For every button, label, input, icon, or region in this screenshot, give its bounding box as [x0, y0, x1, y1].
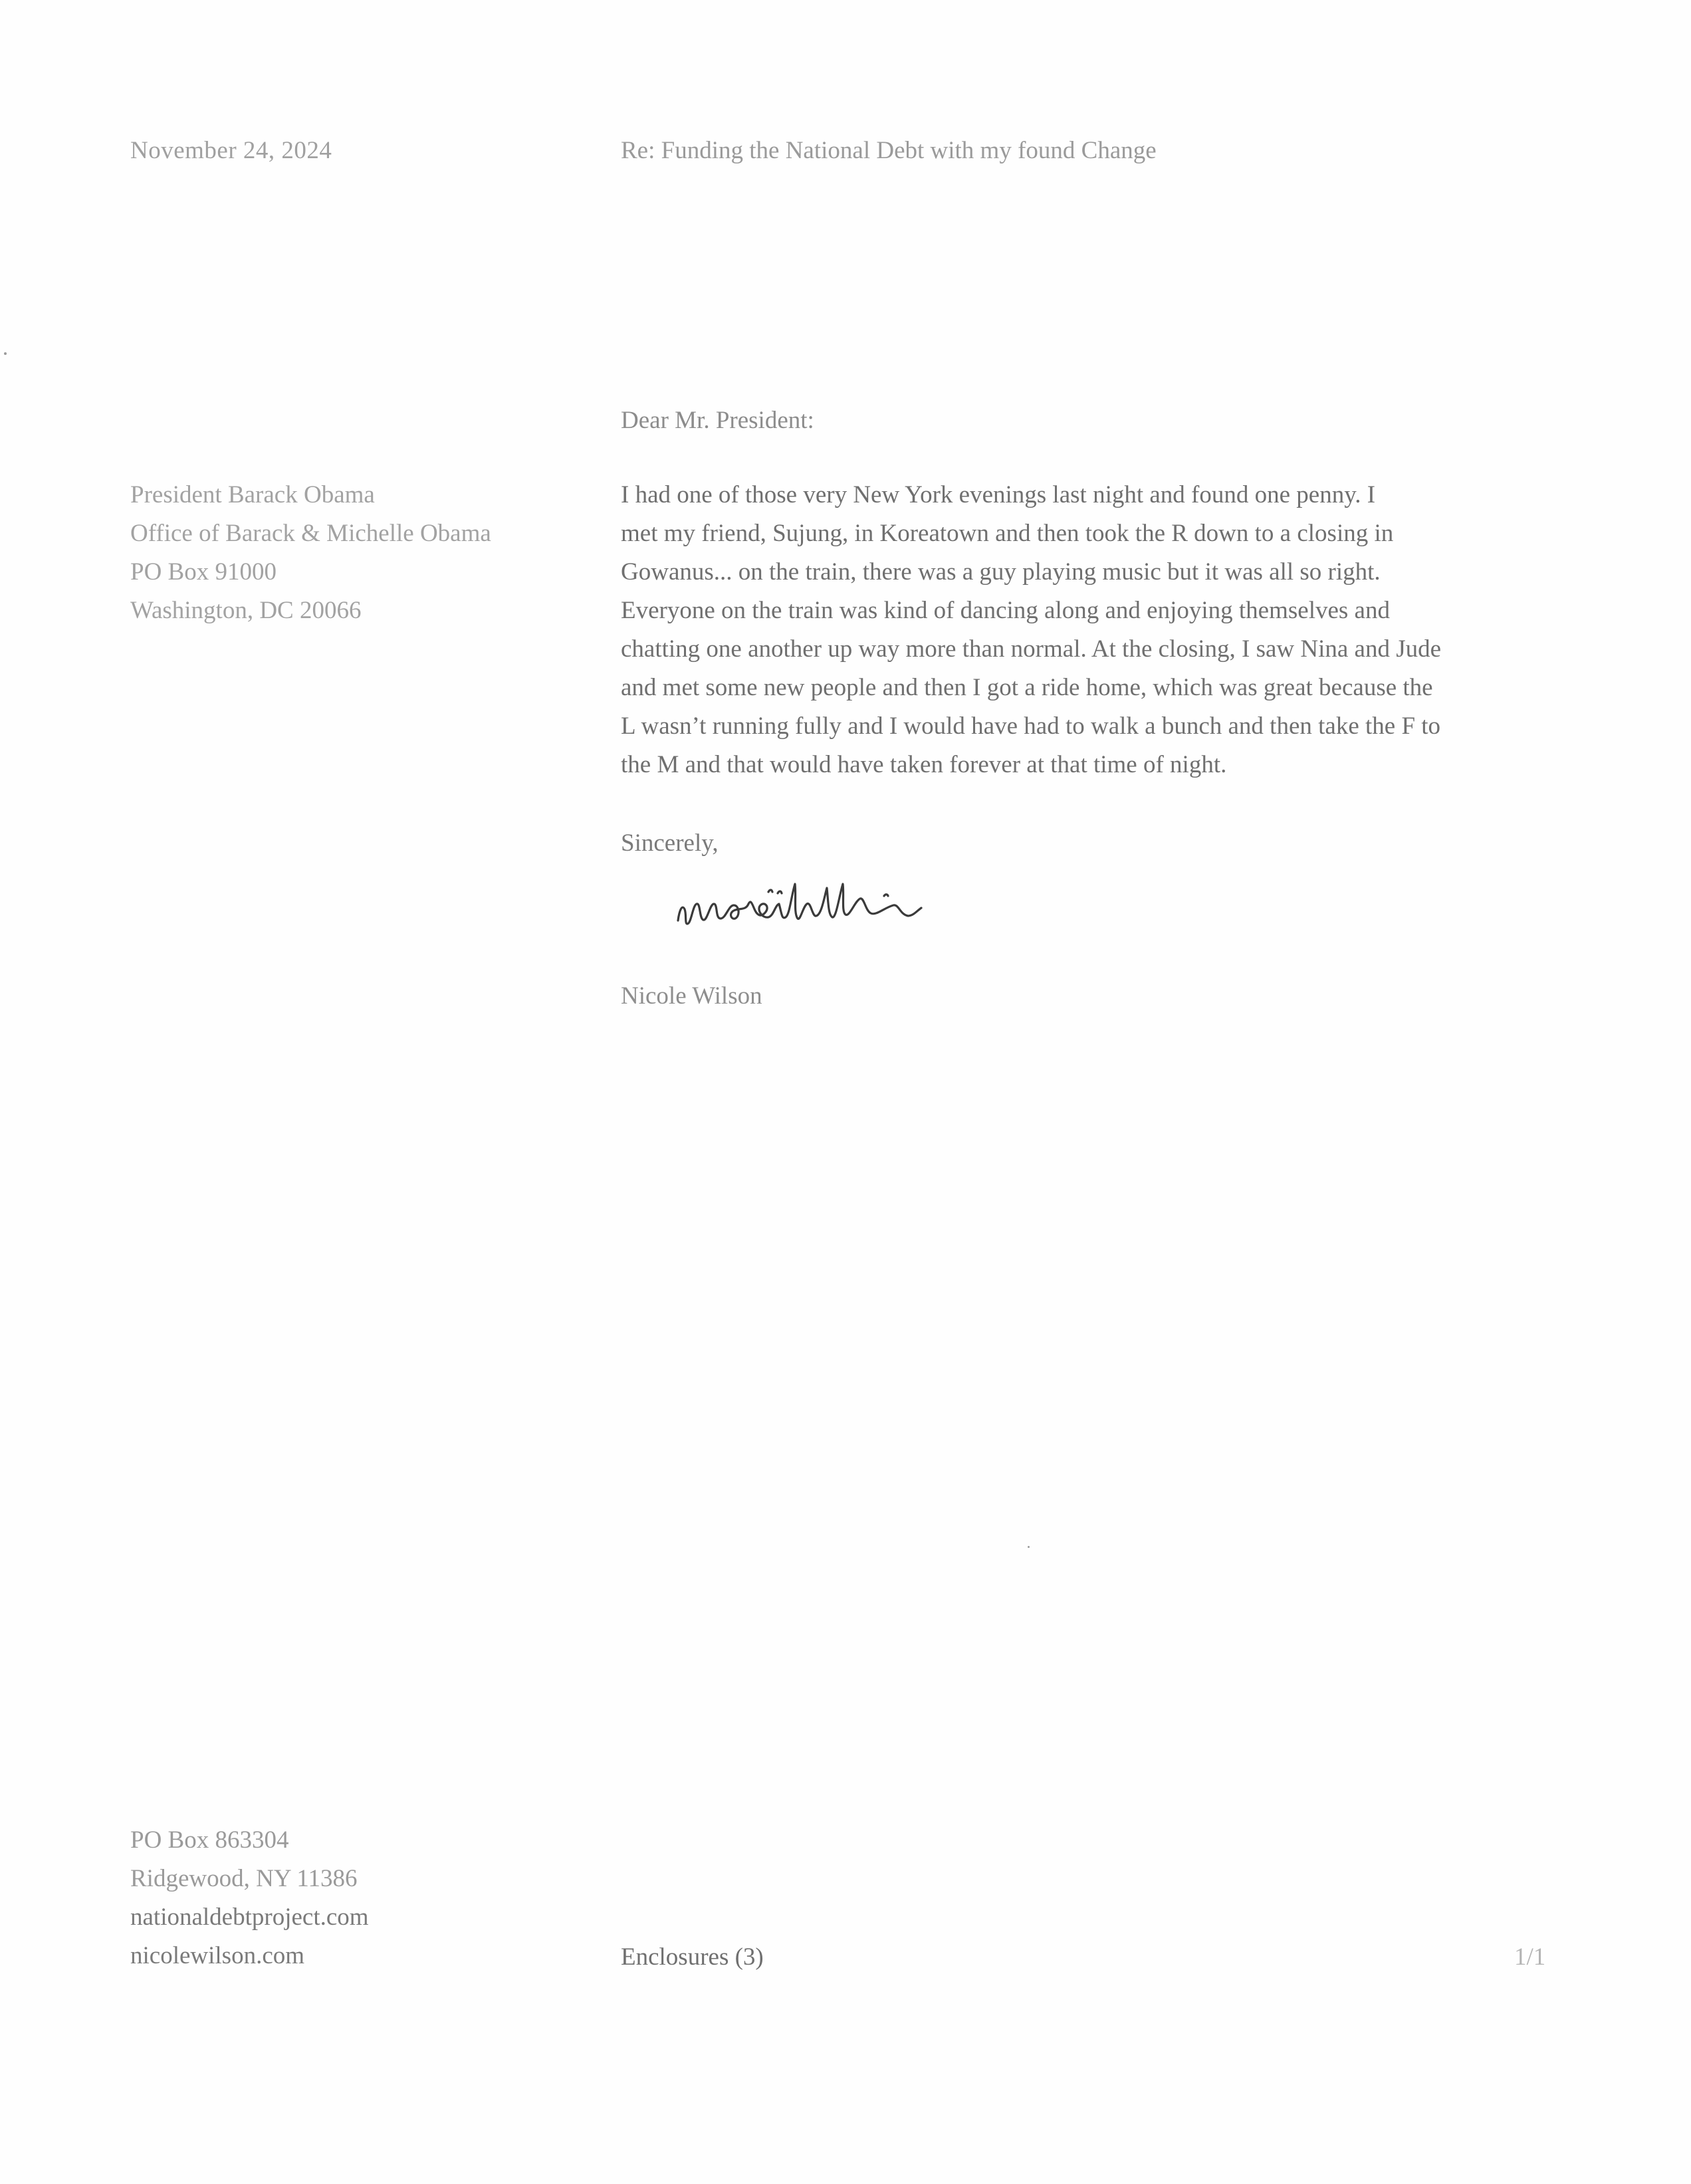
sender-address: [130, 1821, 369, 1975]
body-line: I had one of those very New York evenings last night and found one penny. I: [621, 481, 1376, 508]
recipient-line: PO Box 91000: [130, 558, 277, 586]
enclosures-note: Enclosures (3): [621, 1943, 764, 1971]
body-line: chatting one another up way more than normal. At the closing, I saw Nina and Jude: [621, 635, 1442, 663]
scan-speck: [4, 352, 7, 355]
body-line: Everyone on the train was kind of dancing along and enjoying themselves and: [621, 597, 1390, 624]
body-line: met my friend, Sujung, in Koreatown and then took the R down to a closing in: [621, 520, 1394, 547]
recipient-address: [130, 476, 491, 630]
body-line: the M and that would have taken forever at that time of night.: [621, 751, 1227, 778]
handwritten-signature: [665, 857, 970, 950]
letter-date: November 24, 2024: [130, 137, 332, 164]
letter-subject: Re: Funding the National Debt with my found Change: [621, 137, 1157, 164]
sender-address-line: PO Box 863304: [130, 1826, 289, 1854]
recipient-line: President Barack Obama: [130, 481, 375, 508]
sender-address-line: Ridgewood, NY 11386: [130, 1865, 358, 1892]
recipient-line: Office of Barack & Michelle Obama: [130, 520, 491, 547]
closing: Sincerely,: [621, 829, 719, 857]
recipient-line: Washington, DC 20066: [130, 597, 362, 624]
sender-name: Nicole Wilson: [621, 982, 762, 1010]
letter-body: [621, 476, 1538, 784]
body-line: and met some new people and then I got a ride home, which was great because the: [621, 674, 1433, 701]
page-number: 1/1: [1514, 1943, 1546, 1971]
body-line: L wasn’t running fully and I would have had to walk a bunch and then take the F to: [621, 712, 1441, 740]
website-link[interactable]: nicolewilson.com: [130, 1942, 305, 1969]
website-link[interactable]: nationaldebtproject.com: [130, 1904, 369, 1931]
scan-speck: [1028, 1546, 1030, 1548]
salutation: Dear Mr. President:: [621, 407, 814, 434]
body-line: Gowanus... on the train, there was a guy playing music but it was all so right.: [621, 558, 1381, 586]
